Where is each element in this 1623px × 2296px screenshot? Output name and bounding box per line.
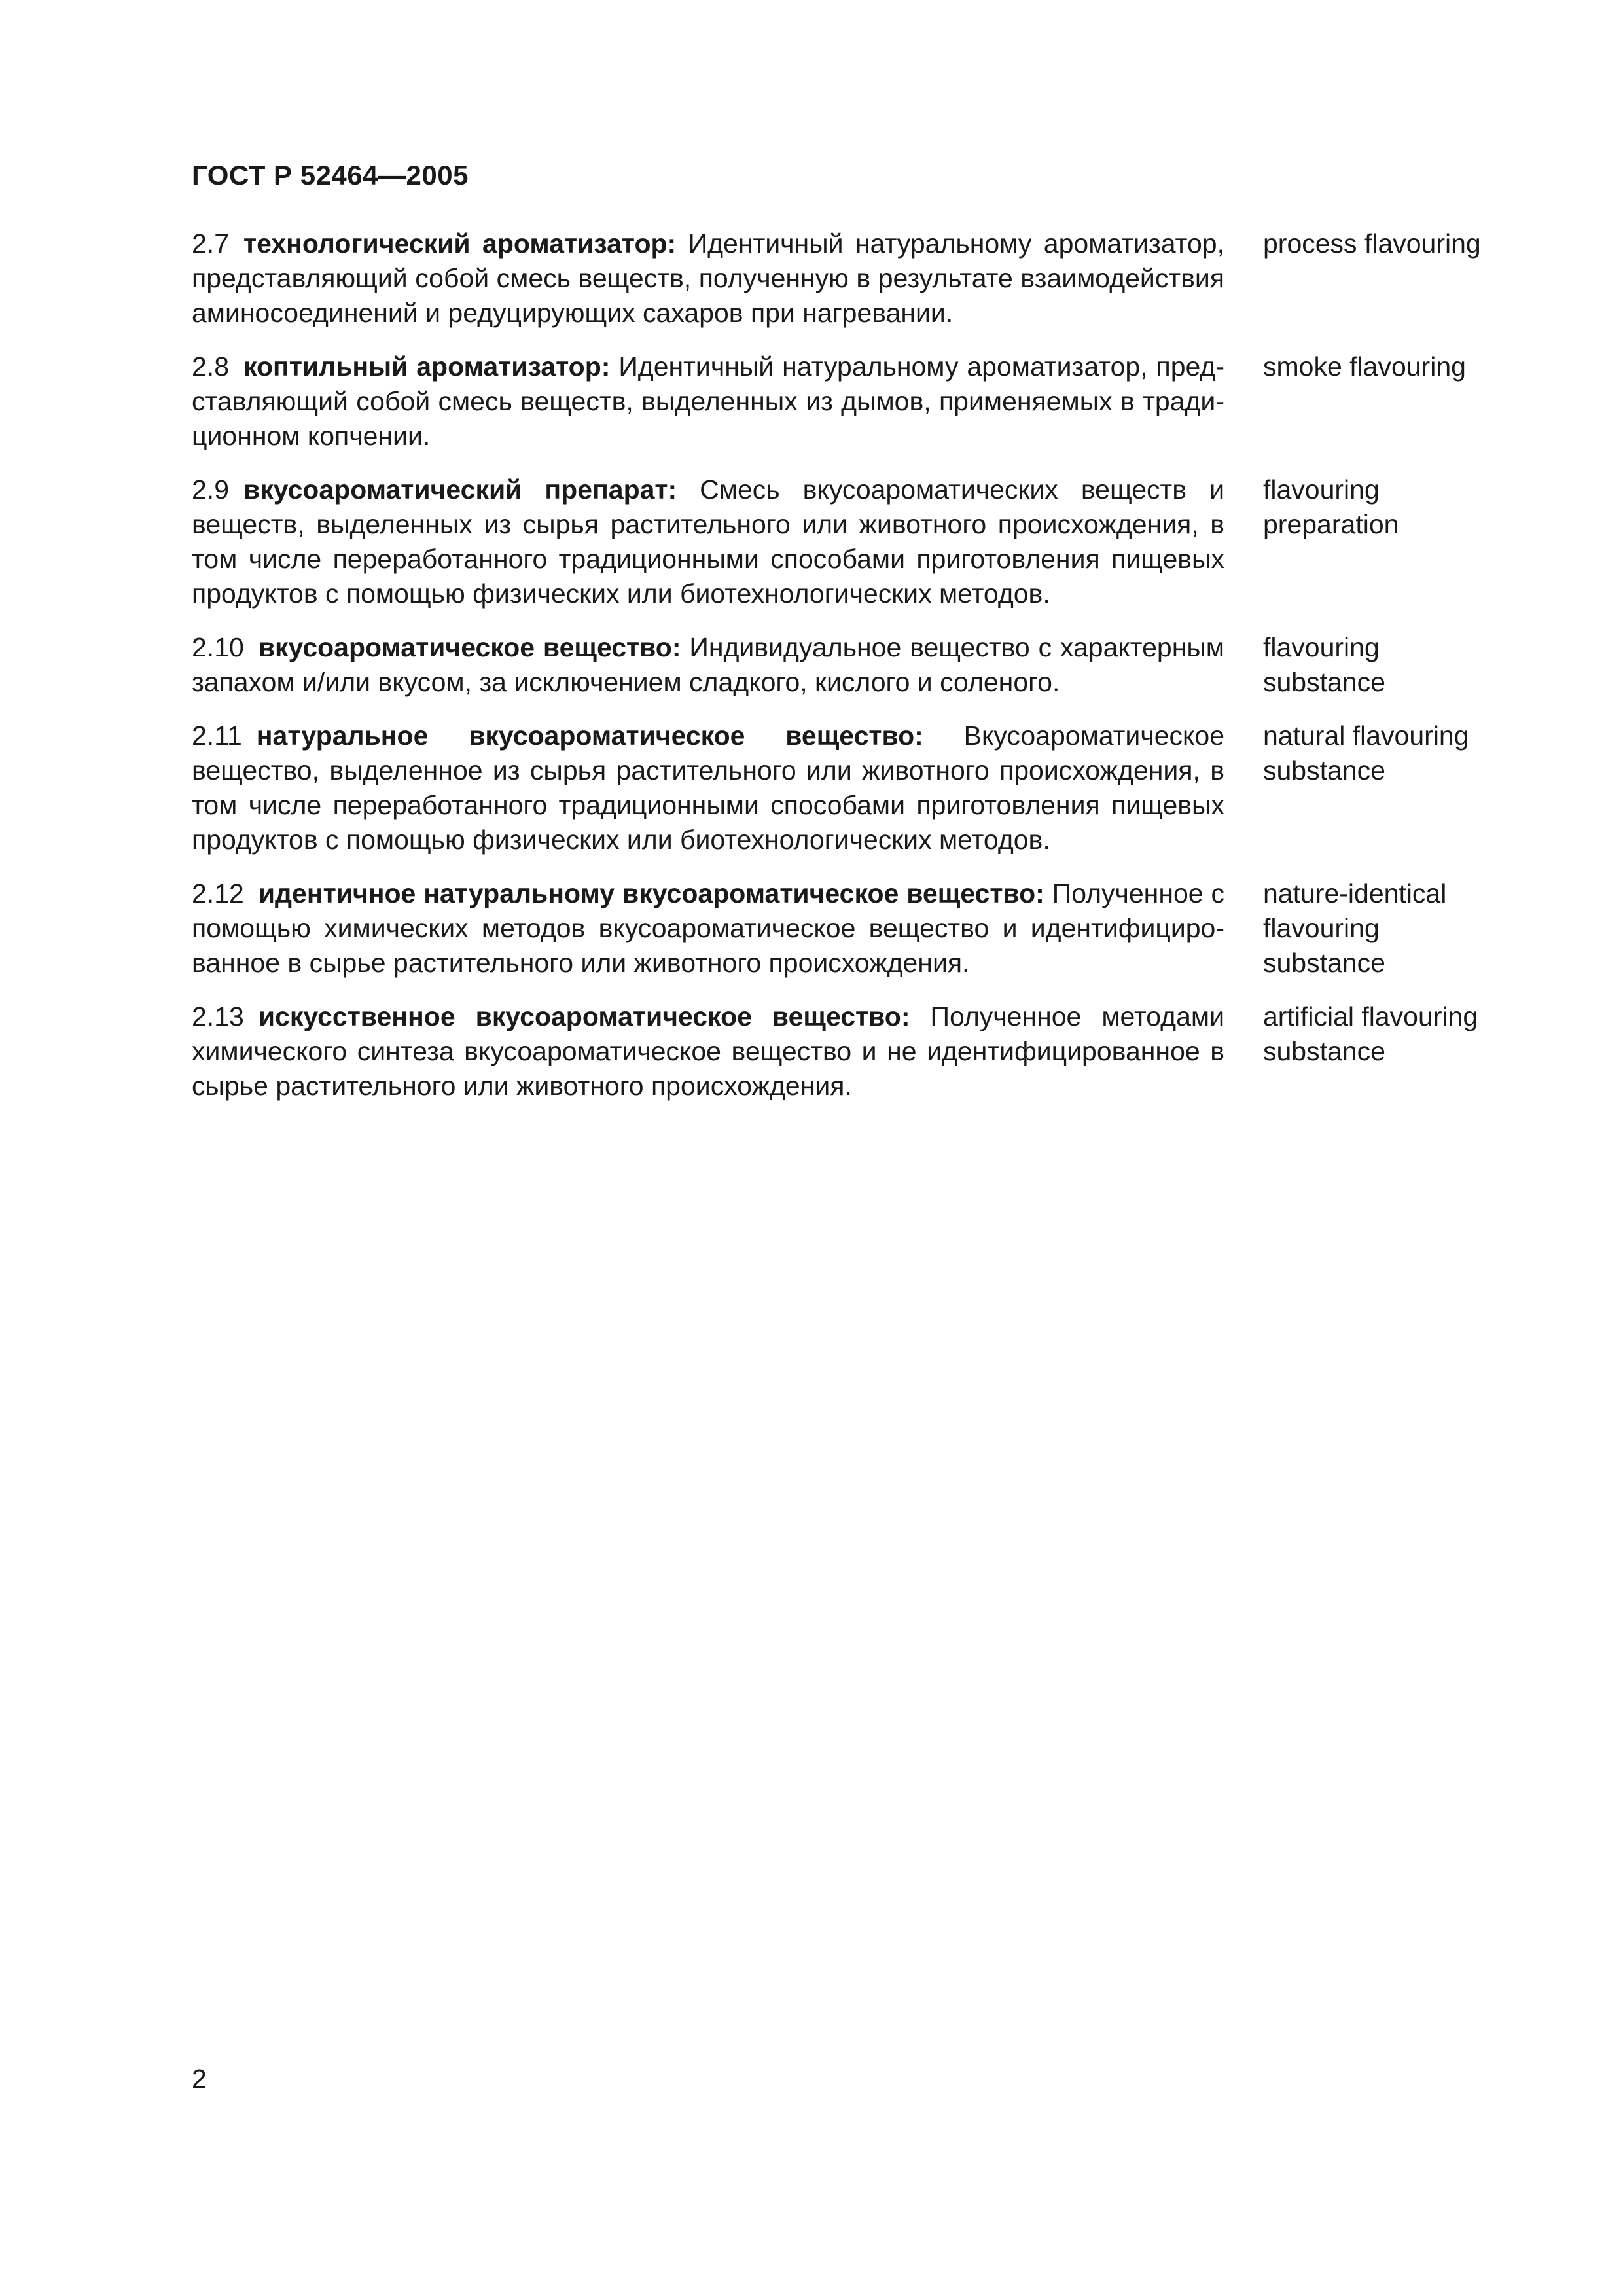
term-entry-2-8 <box>192 350 1501 454</box>
term-number: 2.8 <box>192 351 229 382</box>
term-english-equivalent: nature-identical flavouring substance <box>1263 878 1447 978</box>
term-number: 2.13 <box>192 1001 244 1031</box>
term-name: вкусоароматическое вещество: <box>258 632 681 662</box>
term-entry-2-10 <box>192 630 1501 700</box>
term-english-equivalent: natural flavouring substance <box>1263 721 1469 785</box>
term-name: вкусоароматический препарат: <box>243 475 677 505</box>
term-name: коптильный ароматизатор: <box>243 351 611 382</box>
term-definition-text: Вкусоароматическое вещество, выделенное из сырья растительного или животного происхождения, в том числе переработанного традиционными способами приготовления пищевых продуктов с помощью физических или биотехнологических методов. <box>192 721 1225 855</box>
term-definition-text: Полученное с помощью химических методов вкусоароматическое вещество и идентифицированное в сырье растительного или животного происхождения. <box>192 878 1224 978</box>
term-definition <box>192 999 1224 1103</box>
term-entry-2-7 <box>192 226 1501 331</box>
term-definition <box>192 350 1224 454</box>
term-entry-2-13 <box>192 999 1501 1103</box>
document-code-header: ГОСТ Р 52464—2005 <box>192 160 469 190</box>
page-number: 2 <box>192 2064 207 2094</box>
term-name: натуральное вкусоароматическое вещество: <box>256 721 923 751</box>
terms-list <box>192 226 1501 1122</box>
term-number: 2.12 <box>192 878 244 908</box>
term-english-equivalent: flavouring preparation <box>1263 475 1399 539</box>
term-definition-text: Смесь вкусоароматических веществ и веществ, выделенных из сырья растительного или животного происхождения, в том числе переработанного традиционными способами приготовления пищевых продуктов с помощью физических или биотехнологических методов. <box>192 475 1224 609</box>
term-english-equivalent: artificial flavouring substance <box>1263 1001 1478 1066</box>
term-number: 2.10 <box>192 632 244 662</box>
term-name: искусственное вкусоароматическое вещество: <box>258 1001 910 1031</box>
term-definition-text: Идентичный натуральному ароматизатор, представляющий собой смесь веществ, выделенных из дымов, применяемых в традиционном копчении. <box>192 351 1224 451</box>
term-entry-2-12 <box>192 876 1501 980</box>
term-entry-2-11 <box>192 719 1501 857</box>
term-english-equivalent: flavouring substance <box>1263 632 1385 697</box>
term-definition <box>192 876 1224 980</box>
term-definition <box>192 719 1224 857</box>
term-name: технологический ароматизатор: <box>243 228 677 259</box>
term-name: идентичное натуральному вкусоароматическое вещество: <box>258 878 1044 908</box>
term-number: 2.9 <box>192 475 229 505</box>
term-definition <box>192 630 1224 700</box>
term-definition <box>192 473 1224 611</box>
term-definition <box>192 226 1224 331</box>
term-number: 2.7 <box>192 228 229 259</box>
term-number: 2.11 <box>192 721 242 751</box>
term-english-equivalent: process flavouring <box>1263 228 1481 259</box>
term-definition-text: Полученное методами химического синтеза вкусоароматическое вещество и не идентифицированное в сырье растительного или животного происхождения. <box>192 1001 1224 1101</box>
term-english-equivalent: smoke flavouring <box>1263 351 1466 382</box>
term-entry-2-9 <box>192 473 1501 611</box>
term-definition-text: Индивидуальное вещество с характерным запахом и/или вкусом, за исключением сладкого, кислого и соленого. <box>192 632 1224 697</box>
term-definition-text: Идентичный натуральному ароматизатор, представляющий собой смесь веществ, полученную в результате взаимодействия аминосоединений и редуцирующих сахаров при нагревании. <box>192 228 1224 328</box>
